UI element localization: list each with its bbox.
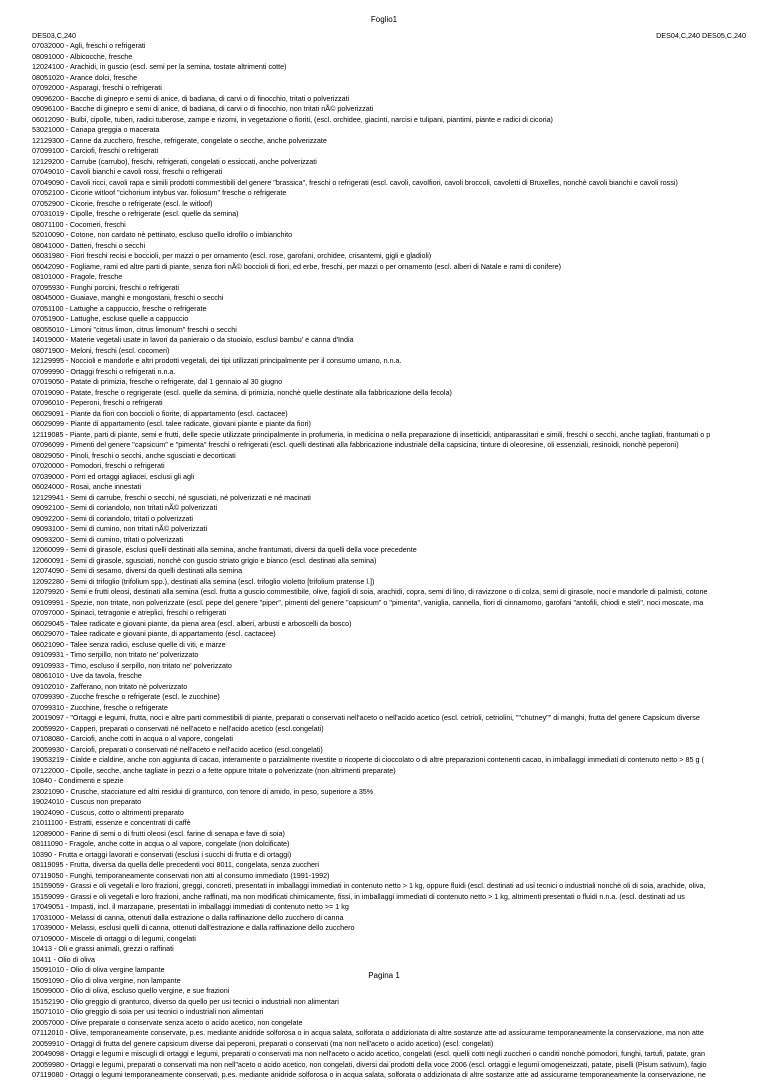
data-row: 08071900 - Meloni, freschi (escl. cocomeri) xyxy=(32,345,170,355)
data-row: 09109933 - Timo, escluso il serpillo, non tritato ne' polverizzato xyxy=(32,660,232,670)
data-row: 09093100 - Semi di cumino, non tritati nÃ© polverizzati xyxy=(32,524,208,533)
data-row: 07099990 - Ortaggi freschi o refrigerati n.n.a. xyxy=(32,366,176,376)
data-row: 12129200 - Carrube (carrubo), freschi, refrigerati, congelati o essiccati, anche polverizzati xyxy=(32,156,317,166)
data-row: 07109000 - Miscele di ortaggi o di legumi, congelati xyxy=(32,933,196,943)
data-row: 52010090 - Cotone, non cardato nè pettinato, escluso quello idrofilo o imbianchito xyxy=(32,230,293,239)
data-row: 20059930 - Carciofi, preparati o conservati né nell'aceto e nell'acido acetico (escl.congelati) xyxy=(32,744,323,754)
data-row: 07096010 - Peperoni, freschi o refrigerati xyxy=(32,398,163,407)
data-row: 17031000 - Melassi di canna, ottenuti dalla estrazione o dalla raffinazione dello zucchero di canna xyxy=(32,912,344,922)
data-row: 12092280 - Semi di trifoglio (trifolium spp.), destinati alla semina (escl. trifoglio violetto [trifolium pratense l.]) xyxy=(32,576,375,586)
data-row: 08101000 - Fragole, fresche xyxy=(32,272,123,281)
data-row: 09109931 - Timo serpillo, non tritato ne' polverizzato xyxy=(32,650,199,659)
data-row: 07051100 - Lattughe a cappuccio, fresche o refrigerate xyxy=(32,303,207,313)
data-row: 17039000 - Melassi, esclusi quelli di canna, ottenuti dall'estrazione e dalla raffinazione dello zucchero xyxy=(32,923,355,932)
data-row: 07031019 - Cipolle, fresche o refrigerate (escl. quelle da semina) xyxy=(32,209,239,218)
data-row: 09096100 - Bacche di ginepro e semi di anice, di badiana, di carvi o di finocchio, non tritati nÃ© polverizzati xyxy=(32,104,374,113)
data-row: 08071100 - Cocomeri, freschi xyxy=(32,219,126,229)
data-row: 09109991 - Spezie, non tritate, non polverizzate (escl. pepe del genere "piper", pimenti del genere "capsicum" o "pimenta", vaniglia, cannella, fiori di cinnamomo, garofani "antofili, chiodi e steli", noci moscate, ma xyxy=(32,597,704,607)
sheet-title: Foglio1 xyxy=(370,15,398,24)
data-row: 08029050 - Pinoli, freschi o secchi, anche sgusciati e decorticati xyxy=(32,450,236,460)
data-row: 07039000 - Porri ed ortaggi agliacei, esclusi gli agli xyxy=(32,471,195,481)
data-row: 12024100 - Arachidi, in guscio (escl. semi per la semina, tostate altrimenti cotte) xyxy=(32,62,287,71)
data-row: 15159059 - Grassi e oli vegetali e loro frazioni, greggi, concreti, presentati in imballaggi immediati in contenuto netto > 1 kg, oppure fluidi (escl. destinati ad usi tecnici o industriali nonchè oli di soia, arachide, oliva, xyxy=(32,881,706,890)
data-row: 09092200 - Semi di coriandolo, tritati o polverizzati xyxy=(32,513,194,523)
data-row: 12079920 - Semi e frutti oleosi, destinati alla semina (escl. frutta a guscio commestibile, olive, fagioli di soia, arachidi, copra, semi di lino, di ravizzone o di colza, semi di girasole, noci e mandorle di palmisti, cotone xyxy=(32,587,708,596)
data-row: 20059980 - Ortaggi e legumi, preparati o conservati ma non nell"aceto o acido acetico, non congelati, diversi dai prodotti della voce 2006 (escl. ortaggi e legumi omogeneizzati, patate, piselli (Pisum sativum), fagio xyxy=(32,1059,707,1069)
data-row: 06024000 - Rosai, anche innestati xyxy=(32,482,142,491)
data-row: 15071010 - Olio greggio di soia per usi tecnici o industriali non alimentari xyxy=(32,1007,264,1016)
data-row: 09092100 - Semi di coriandolo, non tritati nÃ© polverizzati xyxy=(32,503,218,512)
column-header-des04-des05: DES04,C,240 DES05,C,240 xyxy=(656,31,746,40)
data-row: 07122000 - Cipolle, secche, anche tagliate in pezzi o a fette oppure tritate o polverizzate (non altrimenti preparate) xyxy=(32,765,396,775)
data-row: 06029070 - Talee radicate e giovani piante, di appartamento (escl. cactacee) xyxy=(32,629,276,638)
data-row: 19024090 - Cuscus, cotto o altrimenti preparato xyxy=(32,807,184,817)
data-row: 07092000 - Asparagi, freschi o refrigerati xyxy=(32,83,162,92)
data-row: 06029045 - Talee radicate e giovani piante, da piena area (escl. alberi, arbusti e arboscelli da bosco) xyxy=(32,618,352,628)
data-row: 07049010 - Cavoli bianchi e cavoli rossi, freschi o refrigerati xyxy=(32,167,223,176)
data-row: 09096200 - Bacche di ginepro e semi di anice, di badiana, di carvi o di finocchio, tritati o polverizzati xyxy=(32,93,350,103)
data-row: 08061010 - Uve da tavola, fresche xyxy=(32,671,142,680)
data-row: 07119050 - Funghi, temporaneamente conservati non atti al consumo immediato (1991-1992) xyxy=(32,870,330,880)
data-row: 12074090 - Semi di sesamo, diversi da quelli destinati alla semina xyxy=(32,566,243,575)
data-row: 10840 - Condimenti e spezie xyxy=(32,776,124,785)
data-row: 07019090 - Patate, fresche o regrigerate (escl. quelle da semina, di primizia, nonchè quelle destinate alla fabbricazione della fecola) xyxy=(32,387,452,397)
data-row: 10413 - Oli e grassi animali, grezzi o raffinati xyxy=(32,944,174,953)
data-row: 19024010 - Cuscus non preparato xyxy=(32,797,142,806)
data-row: 08055010 - Limoni "citrus limon, citrus limonum" freschi o secchi xyxy=(32,324,237,334)
data-row: 20057000 - Olive preparate o conservate senza aceto o acido acetico, non congelate xyxy=(32,1017,303,1027)
data-row: 08045000 - Guaiave, manghi e mongostani, freschi o secchi xyxy=(32,293,224,302)
data-row: 07119080 - Ortaggi o legumi temporaneamente conservati, p.es. mediante anidride solforosa o in acqua salata, solforata o addizionata di altre sostanze atte ad assicurarne temporaneamente la conservazione, ne xyxy=(32,1070,706,1079)
data-row: 20059920 - Capperi, preparati o conservati né nell'aceto e nell'acido acetico (escl.congelati) xyxy=(32,723,324,733)
data-row: 20019097 - "Ortaggi e legumi, frutta, noci e altre parti commestibili di piante, preparati o conservati nell'aceto o nell'acido acetico (escl. cetrioli, cetriolini, ""chutney"" di manghi, frutta del genere Capsicum diverse xyxy=(32,713,700,722)
data-row: 12129941 - Semi di carrube, freschi o secchi, né sgusciati, né polverizzati e né macinati xyxy=(32,492,311,502)
data-row: 15159099 - Grassi e oli vegetali e loro frazioni, anche raffinati, ma non modificati chimicamente, fissi, in imballaggi immediati di contenuto netto > 1 kg, altrimenti presentati o fluidi n.n.a. (escl. destinati ad us xyxy=(32,891,685,901)
data-row: 07099390 - Zucche fresche o refrigerate (escl. le zucchine) xyxy=(32,692,220,701)
data-row: 06031980 - Fiori freschi recisi e boccioli, per mazzi o per ornamento (escl. rose, garofani, orchidee, crisantemi, gigli e gladioli) xyxy=(32,251,432,260)
data-row: 23021090 - Crusche, stacciature ed altri residui di granturco, con tenore di amido, in peso, superiore a 35% xyxy=(32,786,374,796)
data-row: 08051020 - Arance dolci, fresche xyxy=(32,72,138,82)
data-row: 12129300 - Canne da zucchero, fresche, refrigerate, congelate o secche, anche polverizzate xyxy=(32,135,327,145)
data-row: 06029091 - Piante da fiori con boccioli o fiorite, di appartamento (escl. cactacee) xyxy=(32,408,288,418)
data-row: 12060091 - Semi di girasole, sgusciati, nonchè con guscio striato grigio e bianco (escl. destinati alla semina) xyxy=(32,555,377,565)
data-row: 08041000 - Datteri, freschi o secchi xyxy=(32,240,146,250)
data-row: 07020000 - Pomodori, freschi o refrigerati xyxy=(32,461,165,470)
data-row: 06012090 - Bulbi, cipolle, tuberi, radici tuberose, zampe e rizomi, in vegetazione o fioriti, (escl. orchidee, giacinti, narcisi e tulipani, piantimi, piante e radici di cicoria) xyxy=(32,114,553,124)
data-row: 12089000 - Farine di semi o di frutti oleosi (escl. farine di senapa e fave di soia) xyxy=(32,828,285,838)
data-row: 07112010 - Olive, temporaneamente conservate, p.es. mediante anidride solforosa o in acqua salata, solforata o addizionata di altre sostanze atte ad assicurarne temporaneamente la conservazione, ma non atte xyxy=(32,1028,704,1037)
data-row: 12119085 - Piante, parti di piante, semi e frutti, delle specie utilizzate principalmente in profumeria, in medicina o nella preparazione di insetticidi, antiparassitari e simili, freschi o secchi, anche tagliati, frantumati o p xyxy=(32,429,711,439)
data-row: 06042090 - Fogliame, rami ed altre parti di piante, senza fiori nÃ© boccioli di fiori, ed erbe, freschi, per mazzi o per ornamento (escl. alberi di Natale e rami di conifere) xyxy=(32,261,562,271)
data-row: 07096099 - Pimenti del genere "capsicum" e "pimenta" freschi o refrigerati (escl. quelli destinati alla fabbricazione industriale della capsicina, tinture di oleoresine, oli essenziali, resinoidi, nonchè peperoni) xyxy=(32,440,679,449)
data-row: 07099310 - Zucchine, fresche o refrigerate xyxy=(32,702,168,712)
data-row: 12129995 - Noccioli e mandorle e altri prodotti vegetali, dei tipi utilizzati principalmente per il consumo umano, n.n.a. xyxy=(32,356,402,365)
data-row: 07019050 - Patate di primizia, fresche o refrigerate, dal 1 gennaio al 30 giugno xyxy=(32,377,283,386)
data-row: 07052100 - Cicorie witloof "cichorium intybus var. foliosum" fresche o refrigerate xyxy=(32,188,287,197)
data-row: 07099100 - Carciofi, freschi o refrigerati xyxy=(32,146,159,155)
data-row: 15152190 - Olio greggio di granturco, diverso da quello per usi tecnici o industriali non alimentari xyxy=(32,996,339,1006)
data-row: 10411 - Olio di oliva xyxy=(32,954,95,964)
data-row: 53021000 - Canapa greggia o macerata xyxy=(32,125,160,134)
data-row: 08111090 - Fragole, anche cotte in acqua o al vapore, congelate (non dolcificate) xyxy=(32,839,290,848)
column-header-des03: DES03,C,240 xyxy=(32,31,76,40)
data-row: 20049098 - Ortaggi e legumi e miscugli di ortaggi e legumi, preparati o conservati ma non nell'aceto o acido acetico, congelati (escl. quelli cotti negli zuccheri o canditi nonchè pomodori, funghi, tartufi, patate, gran xyxy=(32,1049,705,1058)
data-row: 21011100 - Estratti, essenze e concentrati di caffè xyxy=(32,818,191,827)
data-row: 09102010 - Zafferano, non tritato nè polverizzato xyxy=(32,681,188,691)
data-rows xyxy=(32,41,746,1081)
data-row: 19053219 - Cialde e cialdine, anche con aggiunta di cacao, interamente o parzialmente rivestite o ricoperte di cioccolato o di altre preparazioni contenenti cacao, in imballaggi immediati di contenuto netto > 85 g ( xyxy=(32,755,704,764)
data-row: 14019000 - Materie vegetali usate in lavori da panieraio o da stuoiaio, esclusi bambu' e canna d'India xyxy=(32,335,354,344)
data-row: 07095930 - Funghi porcini, freschi o refrigerati xyxy=(32,282,180,292)
data-row: 20059910 - Ortaggi di frutta del genere capsicum diverse dai peperoni, preparati o conservati (ma non nell'aceto o acido acetico) (escl. congelati) xyxy=(32,1038,494,1048)
page-number: Pagina 1 xyxy=(368,971,400,980)
data-row: 08119095 - Frutta, diversa da quella delle precedenti voci 8011, congelata, senza zuccheri xyxy=(32,860,320,869)
data-row: 07052900 - Cicorie, fresche o refrigerate (escl. le witloof) xyxy=(32,198,213,208)
data-row: 12060099 - Semi di girasole, esclusi quelli destinati alla semina, anche frantumati, diversi da quelli della voce precedente xyxy=(32,545,417,554)
data-row: 17049051 - Impasti, incl. il marzapane, presentati in imballaggi immediati di contenuto netto >= 1 kg xyxy=(32,902,349,911)
data-row: 07051900 - Lattughe, escluse quelle a cappuccio xyxy=(32,314,189,323)
column-header-row xyxy=(32,31,746,41)
data-row: 09093200 - Semi di cumino, tritati o polverizzati xyxy=(32,534,184,544)
data-row: 07049090 - Cavoli ricci, cavoli rapa e simili prodotti commestibili del genere "brassica", freschi o refrigerati (escl. cavoli, cavolfiori, cavoli broccoli, cavoletti di Bruxelles, nonchè cavoli bianchi e cavoli rossi) xyxy=(32,177,678,187)
data-row: 06021090 - Talee senza radici, escluse quelle di viti, e marze xyxy=(32,639,226,649)
data-row: 10390 - Frutta e ortaggi lavorati e conservati (esclusi i succhi di frutta e di ortaggi) xyxy=(32,849,292,859)
data-row: 07097000 - Spinaci, tetragonie e atreplici, freschi o refrigerati xyxy=(32,608,227,617)
data-row: 15091010 - Olio di oliva vergine lampante xyxy=(32,965,165,974)
data-row: 15099000 - Olio di oliva, escluso quello vergine, e sue frazioni xyxy=(32,986,230,995)
data-row: 08091000 - Albicocche, fresche xyxy=(32,51,133,61)
data-row: 15091090 - Olio di oliva vergine, non lampante xyxy=(32,975,181,985)
data-row: 06029099 - Piante di appartamento (escl. talee radicate, giovani piante e piante da fiori) xyxy=(32,419,311,428)
data-row: 07108080 - Carciofi, anche cotti in acqua o al vapore, congelati xyxy=(32,734,233,743)
data-row: 07032000 - Agli, freschi o refrigerati xyxy=(32,41,146,50)
